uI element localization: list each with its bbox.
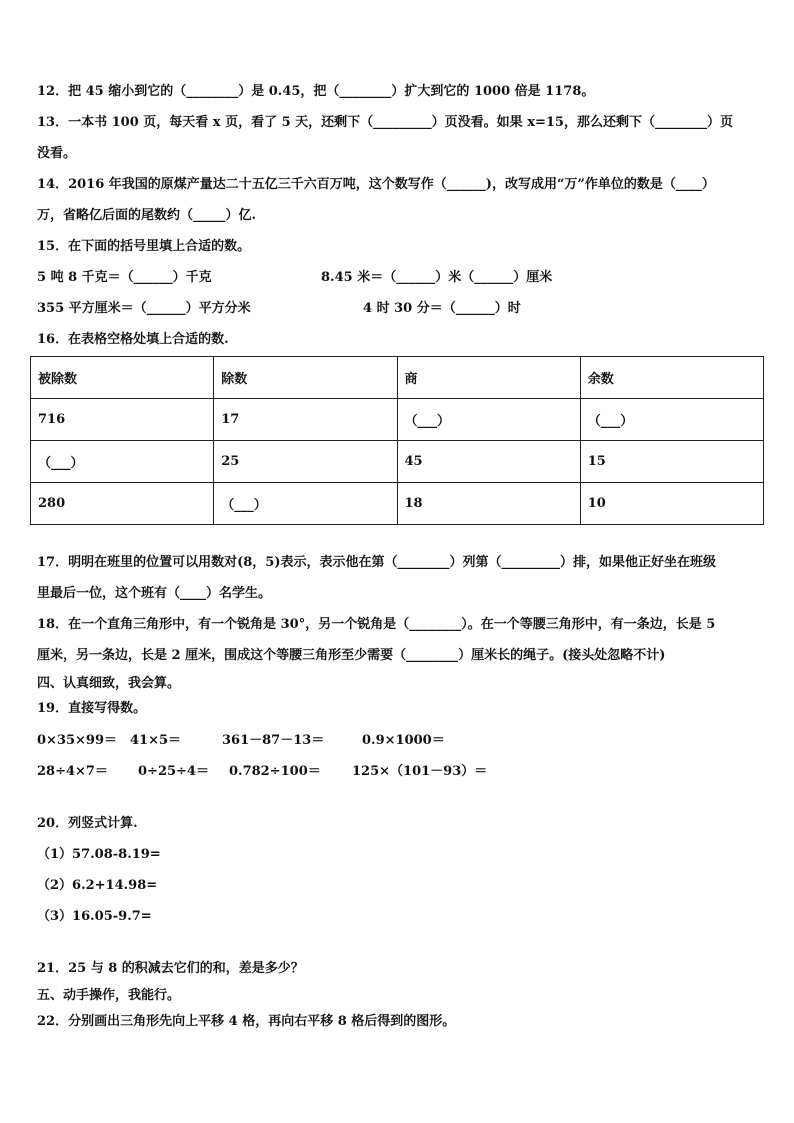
q15-c: 355 平方厘米＝（______）平方分米 <box>37 301 251 316</box>
q14-line1: 14．2016 年我国的原煤产量达二十五亿三千六百万吨，这个数写作（______)，改写成用“万”作单位的数是（____） <box>37 177 715 192</box>
q17-line1: 17．明明在班里的位置可以用数对(8，5)表示，表示他在第（________）列第（_________）排，如果他正好坐在班级 <box>37 555 716 570</box>
table-header-cell: 除数 <box>214 357 397 399</box>
table-header-cell: 被除数 <box>31 357 214 399</box>
q21: 21．25 与 8 的积减去它们的和，差是多少？ <box>37 961 304 976</box>
q20-item: （3）16.05-9.7= <box>37 909 152 924</box>
q19-item: 0÷25÷4＝ <box>138 764 209 779</box>
q14-line2: 万，省略亿后面的尾数约（_____）亿. <box>37 208 257 223</box>
table-row <box>31 441 764 483</box>
q20-item: （1）57.08-8.19= <box>37 847 161 862</box>
table-cell: 10 <box>580 483 763 525</box>
q17-line2: 里最后一位，这个班有（____）名学生。 <box>37 586 272 601</box>
table-cell: 25 <box>214 441 397 483</box>
q18-line2: 厘米，另一条边，长是 2 厘米，围成这个等腰三角形至少需要（________）厘米长的绳子。(接头处忽略不计) <box>37 648 666 663</box>
q19-item: 0.782÷100＝ <box>229 764 321 779</box>
table-header-row <box>31 357 764 399</box>
table-cell[interactable]: （___） <box>31 441 214 483</box>
q19-item: 361－87－13＝ <box>222 733 325 748</box>
section-4-heading: 四、认真细致，我会算。 <box>37 676 181 691</box>
q19-item: 0×35×99＝ <box>37 733 118 748</box>
table-cell[interactable]: （___） <box>397 399 580 441</box>
table-cell: 18 <box>397 483 580 525</box>
table-header-cell: 余数 <box>580 357 763 399</box>
section-5-heading: 五、动手操作，我能行。 <box>37 988 181 1003</box>
table-row <box>31 483 764 525</box>
table-header-cell: 商 <box>397 357 580 399</box>
table-cell: 45 <box>397 441 580 483</box>
q19-item: 125×（101－93）＝ <box>352 764 488 779</box>
q18-line1: 18．在一个直角三角形中，有一个锐角是 30°，另一个锐角是（________）。在一个等腰三角形中，有一条边，长是 5 <box>37 617 716 632</box>
q20-item: （2）6.2+14.98= <box>37 878 158 893</box>
table-cell: 15 <box>580 441 763 483</box>
q19-item: 41×5＝ <box>130 733 182 748</box>
table-cell[interactable]: （___） <box>214 483 397 525</box>
q19-item: 0.9×1000＝ <box>362 733 445 748</box>
q22: 22．分别画出三角形先向上平移 4 格，再向右平移 8 格后得到的图形。 <box>37 1014 456 1029</box>
q15-d: 4 时 30 分＝（______）时 <box>363 301 521 316</box>
table-cell[interactable]: （___） <box>580 399 763 441</box>
q15: 15．在下面的括号里填上合适的数。 <box>37 239 251 254</box>
table-cell: 716 <box>31 399 214 441</box>
q16: 16．在表格空格处填上合适的数. <box>37 332 229 347</box>
q12: 12．把 45 缩小到它的（________）是 0.45，把（________）扩大到它的 1000 倍是 1178。 <box>37 84 595 99</box>
q19-item: 28÷4×7＝ <box>37 764 108 779</box>
q13-line1: 13．一本书 100 页，每天看 x 页，看了 5 天，还剩下（_________）页没看。如果 x=15，那么还剩下（________）页 <box>37 115 733 130</box>
q20: 20．列竖式计算. <box>37 816 138 831</box>
division-table <box>30 356 764 525</box>
q15-a: 5 吨 8 千克＝（______）千克 <box>37 270 212 285</box>
table-row <box>31 399 764 441</box>
table-cell: 280 <box>31 483 214 525</box>
q13-line2: 没看。 <box>37 146 77 161</box>
q15-b: 8.45 米＝（______）米（______）厘米 <box>321 270 553 285</box>
q19: 19．直接写得数。 <box>37 701 147 716</box>
table-cell: 17 <box>214 399 397 441</box>
